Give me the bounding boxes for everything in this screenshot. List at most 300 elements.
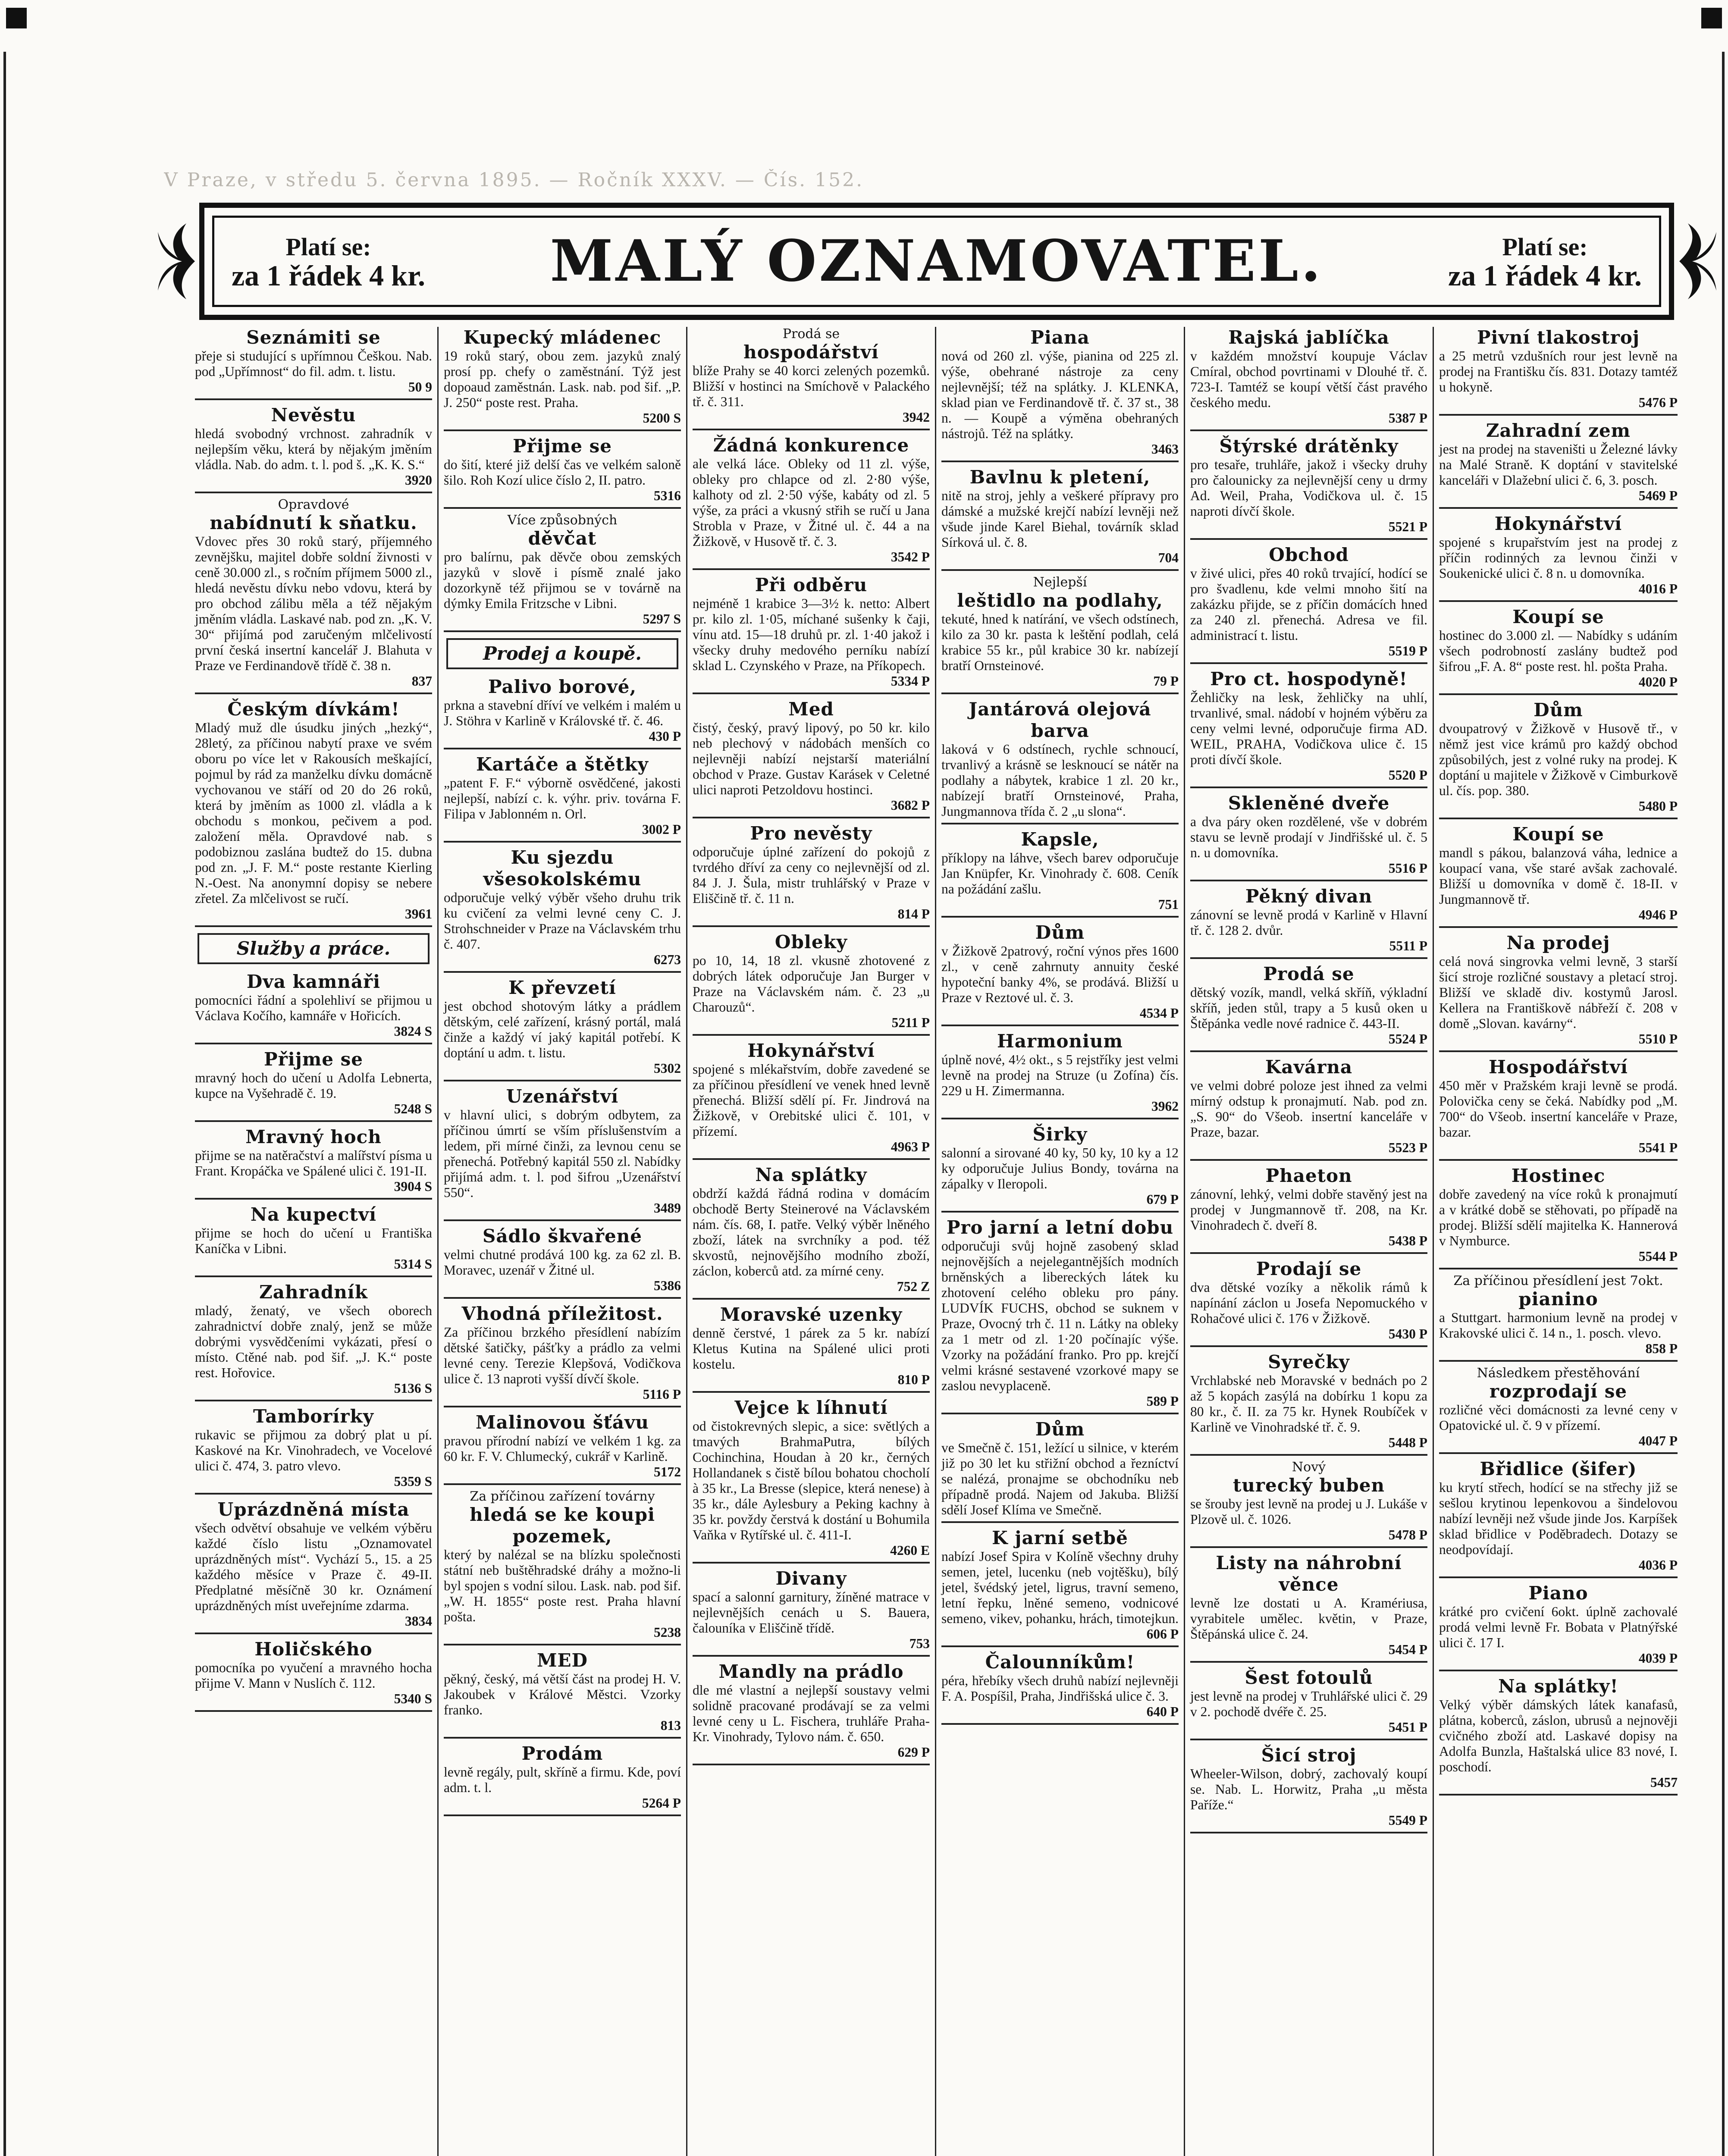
ad-code: 5451 P bbox=[1388, 1720, 1427, 1735]
ad-headline: Žádná konkurence bbox=[713, 435, 909, 456]
ad-code: 5524 P bbox=[1388, 1031, 1427, 1047]
ad-code: 5478 P bbox=[1388, 1527, 1427, 1542]
classified-ad bbox=[444, 977, 681, 1076]
ad-divider bbox=[941, 1118, 1179, 1119]
ad-headline: Na splátky! bbox=[1498, 1676, 1618, 1697]
ad-code: 3824 S bbox=[394, 1024, 432, 1039]
ad-headline: Koupí se bbox=[1512, 824, 1604, 845]
ad-code: 4039 P bbox=[1638, 1651, 1678, 1666]
ad-body: v každém množství koupuje Václav Cmíral, obchod povrtinami v Dlouhé tř. č. 723-I. Tamtéž se koupí větší část pravého českého medu. bbox=[1190, 348, 1427, 410]
classified-ad bbox=[1190, 1258, 1427, 1342]
ad-divider bbox=[693, 817, 930, 818]
ad-divider bbox=[1190, 1252, 1427, 1254]
ad-kicker: Následkem přestěhování bbox=[1477, 1366, 1640, 1381]
classified-ad bbox=[1439, 699, 1678, 814]
ad-divider bbox=[941, 1723, 1179, 1725]
ad-body: prkna a stavební dříví ve velkém i malém u J. Stöhra v Karlině v Královské tř. č. 46. bbox=[444, 698, 681, 728]
classified-ad bbox=[693, 1397, 930, 1558]
price-note-left: Platí se: za 1 řádek 4 kr. bbox=[232, 233, 425, 292]
ad-headline: pianino bbox=[1518, 1288, 1598, 1310]
ad-body: rozličné věci domácnosti za levné ceny v Opatovické ul. č. 9 v přízemí. bbox=[1439, 1402, 1678, 1433]
ad-headline: Prodají se bbox=[1256, 1258, 1362, 1279]
ad-headline: Dům bbox=[1534, 699, 1583, 721]
ad-headline: Kapsle, bbox=[1021, 829, 1099, 850]
ad-body: a Stuttgart. harmonium levně na prodej v Krakovské ulici č. 14 n., 1. posch. vlevo. bbox=[1439, 1310, 1678, 1341]
ad-headline: K jarní setbě bbox=[992, 1527, 1128, 1548]
ad-divider bbox=[195, 1120, 432, 1122]
ad-kicker: Prodá se bbox=[782, 327, 840, 342]
ad-divider bbox=[941, 1645, 1179, 1647]
ad-code: 5480 P bbox=[1638, 799, 1678, 814]
classified-ad bbox=[1439, 327, 1678, 411]
ad-code: 5172 bbox=[654, 1464, 681, 1479]
ad-divider bbox=[195, 1400, 432, 1401]
ad-body: nová od 260 zl. výše, pianina od 225 zl. výše, obehrané nástroje za ceny nejlevnější; též na splátky. J. KLENKA, sklad pian ve Ferdinandově tř. č. 37 st., 38 n. — Koupě a výměna obehraných nástrojů. Též na splátky. bbox=[941, 348, 1179, 441]
ad-code: 79 P bbox=[1153, 674, 1179, 689]
classified-ad bbox=[1190, 1552, 1427, 1658]
column-5 bbox=[1185, 327, 1434, 2156]
ad-code: 5469 P bbox=[1638, 488, 1678, 503]
classified-columns bbox=[190, 327, 1684, 2156]
ad-code: 5521 P bbox=[1388, 519, 1427, 534]
classified-ad bbox=[1439, 932, 1678, 1047]
ad-code: 4946 P bbox=[1638, 907, 1678, 922]
ad-divider bbox=[444, 1297, 681, 1299]
ad-code: 5457 bbox=[1650, 1775, 1678, 1790]
ad-code: 3002 P bbox=[642, 822, 681, 837]
ad-body: krátké pro cvičení 6okt. úplně zachovalé prodá velmi levně Fr. Bobata v Platnýřské ulici č. 17 I. bbox=[1439, 1604, 1678, 1650]
column-2 bbox=[439, 327, 687, 2156]
ad-divider bbox=[444, 841, 681, 843]
ad-body: ve Smečně č. 151, ležící u silnice, v kterém již po 30 let ku střižní obchod a řezníctví se nalézá, pronajme se obchodníku neb případně prodá. Najem od Jakuba. Bližší sdělí Josef Klíma ve Smečně. bbox=[941, 1440, 1179, 1517]
ad-headline: děvčat bbox=[528, 528, 597, 549]
ad-divider bbox=[195, 925, 432, 927]
ad-headline: Širky bbox=[1032, 1124, 1088, 1145]
ad-code: 5541 P bbox=[1638, 1140, 1678, 1155]
ad-code: 5510 P bbox=[1638, 1031, 1678, 1047]
ad-divider bbox=[1439, 1576, 1678, 1578]
ad-code: 4963 P bbox=[891, 1139, 930, 1154]
ad-headline: K převzetí bbox=[508, 977, 616, 998]
ad-code: 3920 bbox=[405, 473, 432, 488]
ad-body: v živé ulici, přes 40 roků trvající, hodící se pro švadlenu, kde velmi mnoho šití na zakázku přijde, se z příčin domácích hned za 240 zl. přenechá. Adresa ve fil. administrací t. listu. bbox=[1190, 566, 1427, 643]
ad-body: pomocníka po vyučení a mravného hocha přijme V. Mann v Nuslích č. 112. bbox=[195, 1660, 432, 1691]
ad-headline: Na prodej bbox=[1506, 932, 1610, 953]
ad-code: 3904 S bbox=[394, 1179, 432, 1194]
ad-headline: Kartáče a štětky bbox=[476, 754, 649, 775]
ad-code: 858 P bbox=[1645, 1341, 1678, 1356]
classified-ad bbox=[1439, 1583, 1678, 1666]
classified-ad bbox=[1190, 1745, 1427, 1828]
ad-kicker: Opravdové bbox=[278, 497, 349, 512]
ad-headline: Skleněné dveře bbox=[1228, 793, 1390, 814]
classified-ad bbox=[195, 1049, 432, 1117]
ad-kicker: Nejlepší bbox=[1033, 575, 1087, 590]
page-edge bbox=[1722, 52, 1725, 2156]
ad-divider bbox=[1439, 414, 1678, 416]
ad-code: 5211 P bbox=[891, 1015, 930, 1030]
ad-body: pro tesaře, truhláře, jakož i všecky druhy pro čalounicky za nejlevnější ceny u drmy Ad. Weil, Praha, Vodičkova ul. č. 15 naproti dívčí škole. bbox=[1190, 457, 1427, 519]
ad-body: mandl s pákou, balanzová váha, lednice a koupací vana, vše staré avšak zachovalé. Bližší u domovníka v domě č. 18-II. v Jungmannově tř. bbox=[1439, 845, 1678, 907]
classified-ad bbox=[444, 436, 681, 504]
classified-ad bbox=[195, 1282, 432, 1396]
ad-headline: Břidlice (šifer) bbox=[1480, 1458, 1637, 1479]
classified-ad bbox=[941, 829, 1179, 912]
ad-headline: Vhodná příležitost. bbox=[461, 1303, 663, 1324]
ad-body: Za příčinou brzkého přesídlení nabízím dětské šatičky, pášťky a prádlo za velmi levné ceny. Terezie Klepšová, Vodičkova ulice č. 13 naproti vyšší dívčí škole. bbox=[444, 1325, 681, 1386]
ad-divider bbox=[1190, 1345, 1427, 1347]
ad-divider bbox=[941, 823, 1179, 824]
ad-headline: Na kupectví bbox=[250, 1204, 377, 1225]
ad-body: 19 roků starý, obou zem. jazyků znalý prosí pp. chefy o zaměstnání. Týž jest dopoaud zaměstnán. Lask. nab. pod šif. „P. J. 250“ poste rest. Praha. bbox=[444, 348, 681, 410]
classified-ad bbox=[941, 575, 1179, 689]
ad-headline: Listy na náhrobní věnce bbox=[1216, 1552, 1402, 1595]
classified-ad bbox=[444, 1412, 681, 1480]
classified-ad bbox=[941, 1031, 1179, 1114]
ad-divider bbox=[941, 1413, 1179, 1414]
ad-headline: Čalounníkům! bbox=[985, 1651, 1135, 1673]
ad-divider bbox=[941, 461, 1179, 462]
classified-ad bbox=[941, 699, 1179, 819]
classified-ad bbox=[444, 1303, 681, 1402]
ad-headline: Piano bbox=[1528, 1583, 1588, 1604]
ad-body: v hlavní ulici, s dobrým odbytem, za příčinou úmrtí se vším příslušenstvím a ledem, při mírné činži, za levnou cenu se přenechá. Potřebný kapitál 550 zl. Nabídky přijímá adm. t. l. pod šifrou „Uzenářství 550“. bbox=[444, 1107, 681, 1200]
ad-divider bbox=[1439, 818, 1678, 819]
classified-ad bbox=[941, 1217, 1179, 1409]
ad-body: spojené s krupařstvím jest na prodej z příčin rodinných za levnou činži v Soukenické ulici č. 8 n. u domovníka. bbox=[1439, 535, 1678, 581]
ad-headline: Zahradník bbox=[259, 1282, 368, 1303]
ad-code: 5523 P bbox=[1388, 1140, 1427, 1155]
ad-body: do šití, které již delší čas ve velkém saloně šilo. Roh Kozí ulice číslo 2, II. patro. bbox=[444, 457, 681, 488]
bleed-through-header: V Praze, v středu 5. června 1895. — Ročník XXXV. — Čís. 152. bbox=[164, 169, 864, 191]
ad-body: se šrouby jest levně na prodej u J. Lukáše v Plzově ul. č. 1026. bbox=[1190, 1496, 1427, 1527]
classified-ad bbox=[444, 513, 681, 627]
classified-ad bbox=[693, 1164, 930, 1294]
ad-body: nitě na stroj, jehly a veškeré přípravy pro dámské a mužské krejčí nabízí levněji než všude jinde Karel Biehal, továrník sklad Sírková ul. č. 8. bbox=[941, 488, 1179, 550]
ad-code: 5544 P bbox=[1638, 1249, 1678, 1264]
ad-code: 5520 P bbox=[1388, 768, 1427, 783]
ad-divider bbox=[1439, 693, 1678, 695]
ad-headline: Divany bbox=[775, 1568, 847, 1589]
ad-code: 5359 S bbox=[394, 1474, 432, 1489]
ad-headline: Tamborírky bbox=[253, 1406, 374, 1427]
ad-body: ve velmi dobré poloze jest ihned za velmi mírný odstup k pronajmutí. Nab. pod zn. „S. 90“ do Všeob. insertní kanceláře v Praze, bazar. bbox=[1190, 1078, 1427, 1140]
ad-divider bbox=[444, 429, 681, 431]
ad-body: jest levně na prodej v Truhlářské ulici č. 29 v 2. pochodě dvéře č. 25. bbox=[1190, 1689, 1427, 1719]
ad-code: 4047 P bbox=[1638, 1433, 1678, 1448]
classified-ad bbox=[693, 1040, 930, 1155]
ad-code: 4036 P bbox=[1638, 1557, 1678, 1573]
ad-headline: Palivo borové, bbox=[488, 676, 637, 697]
classified-ad bbox=[195, 1639, 432, 1707]
ad-divider bbox=[1439, 1360, 1678, 1362]
ad-body: příklopy na láhve, všech barev odporučuje Jan Knüpfer, Kr. Vinohrady č. 608. Ceník na požádání zašlu. bbox=[941, 850, 1179, 896]
ad-body: laková v 6 odstínech, rychle schnoucí, trvanlivý a krásně se lesknoucí se nátěr na podlahy a nábytek, krabice 1 zl. 20 kr., nabízejí bratří Ornsteinové, Praha, Jungmannova třída č. 2 „u slona“. bbox=[941, 742, 1179, 819]
ad-divider bbox=[1439, 1159, 1678, 1161]
ad-divider bbox=[941, 1025, 1179, 1026]
ad-headline: Uprázdněná místa bbox=[217, 1499, 410, 1520]
ad-body: Vdovec přes 30 roků starý, příjemného zevnějšku, majitel dobře soldní živnosti v ceně 30.000 zl., s ročním příjmem 5000 zl., hledá nevěstu dívku nebo vdovu, která by pro obchod zálibu měla a též nějakým jměním vládla. Laskavé nab. pod zn. „K. V. 30“ přijímá pod zaručeným mlčelivostí první česká insertní kancelář J. Blahuta v Praze ve Ferdinandově třídě č. 38 n. bbox=[195, 534, 432, 673]
ad-headline: Dům bbox=[1035, 1419, 1085, 1440]
ad-divider bbox=[1190, 538, 1427, 540]
ad-code: 3961 bbox=[405, 906, 432, 921]
classified-ad bbox=[1439, 1458, 1678, 1573]
ad-headline: leštidlo na podlahy, bbox=[957, 590, 1163, 611]
ad-headline: Hokynářství bbox=[1494, 513, 1622, 534]
ad-divider bbox=[1190, 1454, 1427, 1456]
ad-body: odporučuje velký výběr všeho druhu trik ku cvičení za velmi levné ceny C. J. Strohschneider v Praze na Václavském trhu č. 407. bbox=[444, 890, 681, 952]
ad-divider bbox=[1439, 1268, 1678, 1269]
ad-body: Vrchlabské neb Moravské v bednách po 2 až 5 kopách zasýlá na dobírku 1 kopu za 80 kr., č. II. za 75 kr. Hynek Roubíček v Karlině ve Vinohradské tř. č. 9. bbox=[1190, 1373, 1427, 1435]
classified-ad bbox=[941, 327, 1179, 457]
classified-ad bbox=[1190, 436, 1427, 535]
ad-divider bbox=[444, 1814, 681, 1816]
ad-body: čistý, český, pravý lipový, po 50 kr. kilo neb plechový v nádobách menších co nejlevněji nabízí nejstarší materiální obchod v Praze. Gustav Karásek v Celetné ulici naproti Petzoldovu hostinci. bbox=[693, 720, 930, 797]
ad-code: 50 9 bbox=[408, 379, 432, 395]
ad-body: a dva páry oken rozdělené, vše v dobrém stavu se levně prodají v Jindřišské ul. č. 5 n. u domovníka. bbox=[1190, 814, 1427, 860]
ad-code: 753 bbox=[909, 1636, 930, 1651]
classified-ad bbox=[444, 676, 681, 744]
ad-code: 5430 P bbox=[1388, 1326, 1427, 1341]
classified-ad bbox=[195, 971, 432, 1039]
ad-divider bbox=[1190, 787, 1427, 788]
classified-ad bbox=[444, 847, 681, 968]
ad-divider bbox=[693, 1655, 930, 1657]
classified-ad bbox=[941, 1527, 1179, 1642]
classified-ad bbox=[941, 1124, 1179, 1207]
ad-code: 679 P bbox=[1146, 1192, 1179, 1207]
ad-headline: Štýrské drátěnky bbox=[1219, 436, 1399, 457]
ad-divider bbox=[1190, 1159, 1427, 1161]
ad-code: 5316 bbox=[654, 488, 681, 503]
ad-body: dle mé vlastní a nejlepší soustavy velmi solidně pracované prodávají se za velmi levné ceny u L. Fischera, truhláře Praha-Kr. Vinohrady, Tylovo nám. č. 650. bbox=[693, 1683, 930, 1744]
classified-ad bbox=[1190, 963, 1427, 1047]
ad-body: od čistokrevných slepic, a sice: světlých a tmavých BrahmaPutra, bílých Cochinchina, Houdan à 20 kr., černých Hollandanek s čistě bílou bohatou chocholí à 35 kr., La Bresse (slepice, která nenese) à 35 kr., dále Aylesbury a Peking kachny à 35 kr. povždy čerstvá k dostání u Bohumila Vaňka v Rytířské ul. č. 411-I. bbox=[693, 1419, 930, 1542]
ad-body: přijme se hoch do učení u Františka Kaníčka v Libni. bbox=[195, 1225, 432, 1256]
classified-ad bbox=[693, 327, 930, 425]
ad-headline: Koupí se bbox=[1512, 606, 1604, 627]
classified-ad bbox=[693, 823, 930, 922]
ad-code: 4020 P bbox=[1638, 674, 1678, 689]
classified-ad bbox=[195, 699, 432, 922]
ad-headline: Ku sjezdu všesokolskému bbox=[483, 847, 642, 890]
classified-ad bbox=[941, 1651, 1179, 1720]
ad-headline: Na splátky bbox=[755, 1164, 867, 1185]
ad-body: pravou přírodní nabízí ve velkém 1 kg. za 60 kr. F. V. Chlumecký, cukrář v Karlině. bbox=[444, 1433, 681, 1464]
ad-divider bbox=[444, 630, 681, 632]
ad-headline: Českým dívkám! bbox=[227, 699, 400, 720]
ad-code: 5314 S bbox=[394, 1257, 432, 1272]
classified-ad bbox=[1439, 824, 1678, 923]
ad-body: odporučuji svůj hojně zasobený sklad nejnovějších a nejelegantnějších modních brněnských a libereckých látek ku zhotovení celého obleku pro pány. LUDVÍK FUCHS, obchod se suknem v Praze, Ovocný trh č. 11 n. Látky na obleky za 1 metr od zl. 1·20 počínajíc výše. Vzorky na požádání franko. Pro pp. krejčí velmi krásné sestavené vzorkové mapy se zaslou nevyplaceně. bbox=[941, 1238, 1179, 1393]
ad-body: 450 měr v Pražském kraji levně se prodá. Polovička ceny se čeká. Nabídky pod „M. 700“ do Všeob. insertní kanceláře v Praze, bazar. bbox=[1439, 1078, 1678, 1140]
ad-divider bbox=[444, 1483, 681, 1485]
ad-code: 5549 P bbox=[1388, 1813, 1427, 1828]
registration-mark bbox=[6, 8, 27, 28]
ad-divider bbox=[1190, 880, 1427, 881]
ad-headline: Obchod bbox=[1269, 544, 1349, 565]
ad-code: 5340 S bbox=[394, 1691, 432, 1706]
classified-ad bbox=[1190, 327, 1427, 426]
ad-divider bbox=[1190, 1546, 1427, 1548]
ad-headline: Jantárová olejová barva bbox=[969, 699, 1151, 741]
classified-ad bbox=[693, 1304, 930, 1388]
section-heading: Služby a práce. bbox=[198, 933, 430, 964]
ad-divider bbox=[1190, 1661, 1427, 1663]
classified-ad bbox=[1439, 420, 1678, 504]
classified-ad bbox=[1439, 606, 1678, 690]
ad-divider bbox=[941, 693, 1179, 694]
ad-headline: Při odběru bbox=[755, 574, 868, 595]
ad-code: 5116 P bbox=[643, 1387, 681, 1402]
ad-divider bbox=[941, 569, 1179, 571]
ad-headline: MED bbox=[537, 1650, 588, 1671]
ad-code: 704 bbox=[1158, 550, 1179, 565]
ad-headline: Med bbox=[788, 699, 834, 720]
ad-headline: Zahradní zem bbox=[1486, 420, 1631, 441]
ad-body: nejméně 1 krabice 3—3½ k. netto: Albert pr. kilo zl. 1·05, míchané sušenky k čaji, vínu atd. 15—18 druhů pr. zl. 1·40 jakož i všecky druhy medového perníku nabízí sklad L. Czynského v Praze, na Příkopech. bbox=[693, 596, 930, 673]
ad-body: pěkný, český, má větší část na prodej H. V. Jakoubek v Králové Městci. Vzorky franko. bbox=[444, 1671, 681, 1717]
ad-headline: Pro ct. hospodyně! bbox=[1210, 668, 1408, 689]
classified-ad bbox=[693, 699, 930, 813]
ad-body: pro balírnu, pak děvče obou zemských jazyků v slově i písmě znalé jako dozorkyně též přijmou se v továrně na dýmky Emila Fritzsche v Libni. bbox=[444, 549, 681, 611]
column-1 bbox=[190, 327, 439, 2156]
ad-body: který by nalézal se na blízku společnosti státní neb buštěhradské dráhy a možno-li byl spojen s vodní silou. Lask. nab. pod šif. „W. H. 1855“ poste rest. Praha hlavní pošta. bbox=[444, 1547, 681, 1624]
ad-headline: Holičského bbox=[254, 1639, 373, 1660]
ad-body: dětský vozík, mandl, velká skříň, výkladní skříň, jeden stůl, trapy a 5 kusů oken u Štěpánka vedle nové radnice č. 443-II. bbox=[1190, 985, 1427, 1031]
ad-code: 5264 P bbox=[642, 1796, 681, 1811]
ad-divider bbox=[693, 1298, 930, 1300]
classified-ad bbox=[444, 327, 681, 426]
ad-divider bbox=[693, 1764, 930, 1765]
ad-code: 4016 P bbox=[1638, 581, 1678, 596]
classified-ad bbox=[195, 1126, 432, 1194]
ad-code: 3942 bbox=[903, 410, 930, 425]
ad-headline: Šicí stroj bbox=[1261, 1745, 1357, 1766]
ad-divider bbox=[693, 1391, 930, 1393]
ad-headline: Přijme se bbox=[263, 1049, 363, 1070]
ad-headline: Mandly na prádlo bbox=[718, 1661, 904, 1682]
ad-code: 3834 bbox=[405, 1614, 432, 1629]
ad-headline: Dům bbox=[1035, 922, 1085, 943]
ad-body: mravný hoch do učení u Adolfa Lebnerta, kupce na Vyšehradě č. 19. bbox=[195, 1070, 432, 1101]
ad-divider bbox=[1190, 1832, 1427, 1833]
ad-body: zánovní se levně prodá v Karlině v Hlavní tř. č. 128 2. dvůr. bbox=[1190, 907, 1427, 938]
page-edge bbox=[3, 52, 6, 2156]
ad-divider bbox=[444, 1406, 681, 1407]
ad-headline: Moravské uzenky bbox=[720, 1304, 903, 1325]
ad-divider bbox=[444, 971, 681, 973]
classified-ad bbox=[1439, 1676, 1678, 1790]
ad-divider bbox=[195, 1633, 432, 1634]
classified-ad bbox=[195, 498, 432, 689]
ad-code: 3682 P bbox=[891, 798, 930, 813]
ad-headline: Seznámiti se bbox=[246, 327, 381, 348]
ad-body: péra, hřebíky všech druhů nabízí nejlevněji F. A. Pospíšil, Praha, Jindřišská ulice č. 3. bbox=[941, 1673, 1179, 1704]
ad-body: zánovní, lehký, velmi dobře stavěný jest na prodej v Jungmannově tř. 208, na Kr. Vinohradech č. dveří 8. bbox=[1190, 1187, 1427, 1233]
ad-divider bbox=[195, 1043, 432, 1044]
ad-body: „patent F. F.“ výborně osvědčené, jakosti nejlepší, nabízí c. k. výhr. priv. továrna F. Filipa v Jablonném n. Orl. bbox=[444, 775, 681, 821]
ad-divider bbox=[1190, 662, 1427, 664]
ad-divider bbox=[444, 1737, 681, 1739]
ad-divider bbox=[195, 1493, 432, 1495]
ad-body: všech odvětví obsahuje ve velkém výběru každé číslo listu „Oznamovatel uprázdněných míst“. Vychází 5., 15. a 25 každého měsíce v Praze č. 49-II. Předplatné měsíčně 30 kr. Oznámení uprázdněných míst uveřejníme zdarma. bbox=[195, 1520, 432, 1613]
ad-code: 5200 S bbox=[643, 411, 681, 426]
classified-ad bbox=[195, 1204, 432, 1272]
ad-code: 5516 P bbox=[1388, 861, 1427, 876]
ad-code: 5386 bbox=[654, 1278, 681, 1293]
ad-headline: Pěkný divan bbox=[1245, 886, 1373, 907]
ad-body: ale velká láce. Obleky od 11 zl. výše, obleky pro chlapce od zl. 2·80 výše, kalhoty od zl. 2·50 výše, kabáty od zl. 5 výše, za práci a vkusný střih se ručí u Jana Strobla v Praze, v Žitné ul. č. 44 a na Žižkově, v Husově tř. č. 3. bbox=[693, 456, 930, 549]
ad-body: blíže Prahy se 40 korci zelených pozemků. Bližší v hostinci na Smíchově v Palackého tř. č. 311. bbox=[693, 363, 930, 409]
ad-body: v Žižkově 2patrový, roční výnos přes 1600 zl., v ceně zahrnuty annuity české hypoteční banky 4%, se prodává. Bližší u Praze v Reztové ul. č. 3. bbox=[941, 943, 1179, 1005]
ad-body: a 25 metrů vzdušních rour jest levně na prodej na Františku čís. 831. Dotazy tamtéž u hokyně. bbox=[1439, 348, 1678, 395]
ad-divider bbox=[444, 748, 681, 749]
ad-divider bbox=[1439, 1794, 1678, 1796]
ad-divider bbox=[693, 1562, 930, 1564]
ad-body: obdrží každá řádná rodina v domácím obchodě Berty Steinerové na Václavském nám. čís. 68, I. patře. Velký výběr lněného zboží, látek na svrchníky a pod. též skvostů, nejnovějšího modního zboží, záclon, koberců atd. za mírné ceny. bbox=[693, 1186, 930, 1279]
registration-mark bbox=[1701, 8, 1722, 28]
ad-body: celá nová singrovka velmi levně, 3 starší šicí stroje rozličné soustavy a pletací stroj. Bližší ve skladě div. kostymů Jarosl. Kellera na Františkově nábřeží č. 208 v domě „Slovan. kavárny“. bbox=[1439, 954, 1678, 1031]
ad-headline: Pivní tlakostroj bbox=[1477, 327, 1640, 348]
ad-body: velmi chutné prodává 100 kg. za 62 zl. B. Moravec, uzenář v Žitné ul. bbox=[444, 1247, 681, 1278]
ad-headline: Rajská jablíčka bbox=[1228, 327, 1389, 348]
ad-headline: nabídnutí k sňatku. bbox=[210, 512, 417, 533]
ad-headline: Harmonium bbox=[997, 1031, 1123, 1052]
ad-code: 3542 P bbox=[891, 549, 930, 564]
ad-code: 5238 bbox=[654, 1625, 681, 1640]
ad-body: hledá svobodný vrchnost. zahradník v nejlepším věku, která by nějakým jměním vládla. Nab. do adm. t. l. pod š. „K. K. S.“ bbox=[195, 426, 432, 472]
ad-kicker: Za příčinou zařízení továrny bbox=[470, 1489, 655, 1504]
ad-code: 5248 S bbox=[394, 1101, 432, 1116]
ad-headline: Šest fotoulů bbox=[1245, 1667, 1373, 1688]
ad-headline: Hostinec bbox=[1511, 1165, 1606, 1186]
ad-body: Mladý muž dle úsudku jiných „hezký“, 28letý, za příčinou nabytí praxe ve svém oboru po více let v Rakousích meškající, pojmul by rád za manželku dívku domácně vychovanou ve stáří od 20 do 26 roků, která by jměním as 1000 zl. vládla a k obchodu s monkou, pečivem a pod. založení měla. Opravdové nab. s podobiznou zaslána budtež do 15. dubna pod zn. „J. F. M.“ poste restante Kierling N.-Oest. Na anonymní dopisy se nebere zřetel. Za mlčelivost se ručí. bbox=[195, 720, 432, 906]
classified-ad bbox=[941, 922, 1179, 1021]
ad-headline: Prodám bbox=[521, 1743, 603, 1764]
ad-headline: Pro jarní a letní dobu bbox=[946, 1217, 1174, 1238]
ad-code: 5387 P bbox=[1388, 411, 1427, 426]
ad-headline: Syrečky bbox=[1268, 1351, 1350, 1373]
ad-body: salonní a sirované 40 ky, 50 ky, 10 ky a 12 ky odporučuje Julius Bondy, továrna na zápalky v Ileropoli. bbox=[941, 1145, 1179, 1191]
classified-ad bbox=[195, 404, 432, 488]
ad-divider bbox=[941, 1211, 1179, 1213]
ad-code: 3463 bbox=[1151, 442, 1179, 457]
ad-divider bbox=[1439, 926, 1678, 928]
ad-code: 6273 bbox=[654, 952, 681, 967]
ad-divider bbox=[444, 1080, 681, 1081]
ad-divider bbox=[444, 507, 681, 509]
ad-headline: Uzenářství bbox=[506, 1086, 619, 1107]
ad-divider bbox=[1439, 1452, 1678, 1454]
classified-ad bbox=[444, 754, 681, 837]
ad-headline: Dva kamnáři bbox=[246, 971, 381, 992]
ad-body: levně lze dostati u A. Kramériusa, vyrabitele umělec. květin, v Praze, Štěpánská ulice č. 24. bbox=[1190, 1595, 1427, 1642]
section-heading: Prodej a koupě. bbox=[446, 638, 678, 669]
ad-body: Žehličky na lesk, žehličky na uhlí, trvanlivé, smal. nádobí v hojném výběru za ceny velmi levné, odporučuje firma AD. WEIL, PRAHA, Vodičkova ulice č. 15 proti dívčí škole. bbox=[1190, 690, 1427, 767]
ad-code: 752 Z bbox=[897, 1279, 930, 1294]
column-6 bbox=[1434, 327, 1683, 2156]
ad-headline: turecký buben bbox=[1232, 1475, 1385, 1496]
ad-divider bbox=[444, 1644, 681, 1645]
ad-body: levně regály, pult, skříně a firmu. Kde, poví adm. t. l. bbox=[444, 1764, 681, 1795]
ad-headline: Přijme se bbox=[512, 436, 612, 457]
classified-ad bbox=[941, 1419, 1179, 1518]
ad-body: Wheeler-Wilson, dobrý, zachovalý koupí se. Nab. L. Horwitz, Praha „u města Paříže.“ bbox=[1190, 1766, 1427, 1812]
ad-headline: Prodá se bbox=[1263, 963, 1355, 984]
ad-kicker: Za příčinou přesídlení jest 7okt. bbox=[1453, 1273, 1663, 1288]
classified-ad bbox=[941, 467, 1179, 566]
